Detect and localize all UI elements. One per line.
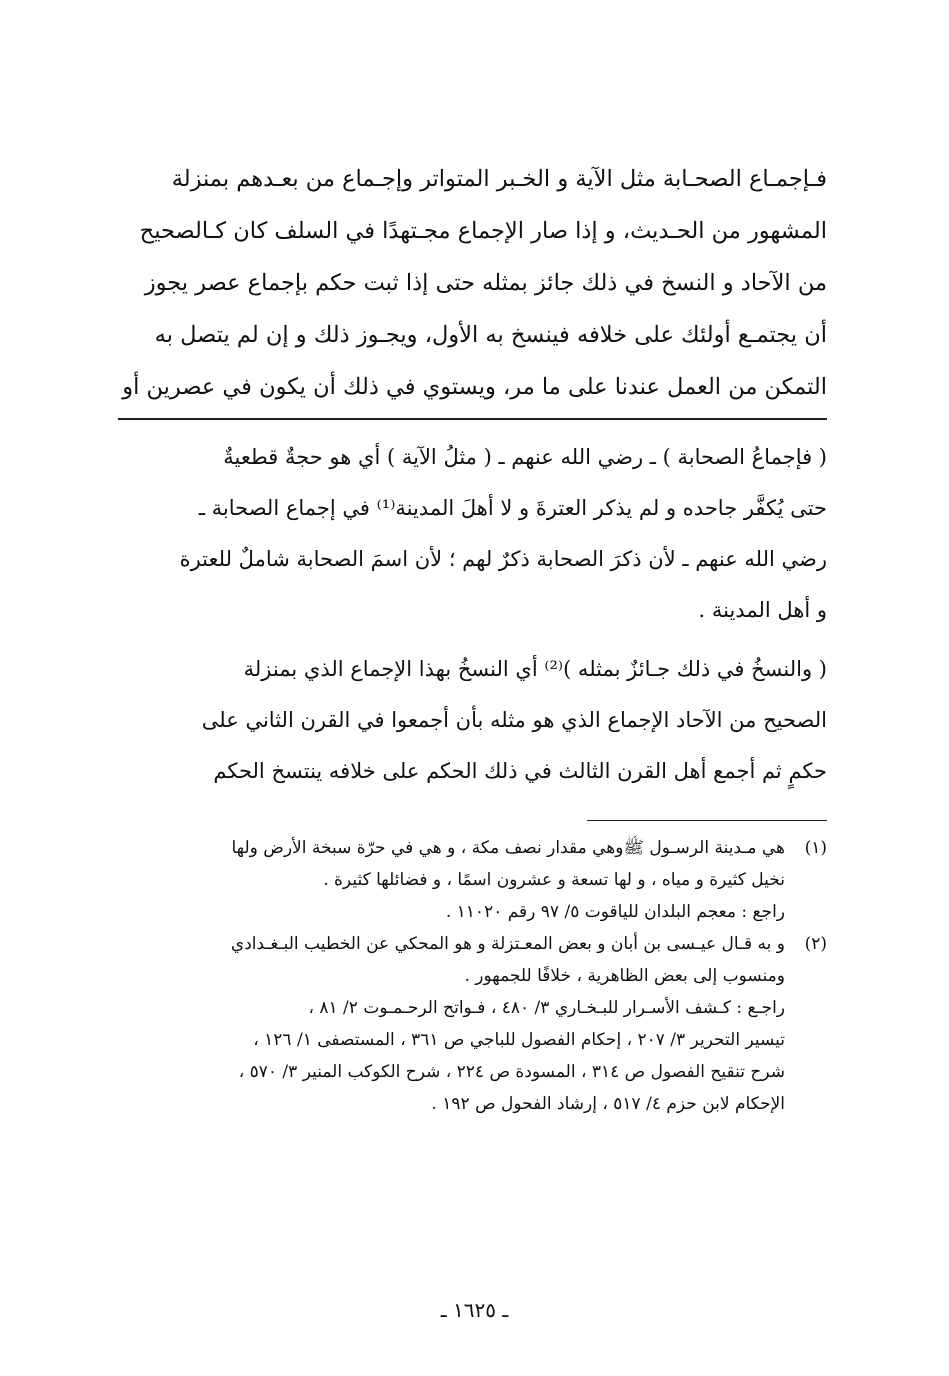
commentary-line: حكمٍ ثم أجمع أهل القرن الثالث في ذلك الحكم على خلافه ينتسخ الحكم [213, 759, 827, 783]
footnote-line: شرح تنقيح الفصول ص ٣١٤ ، المسودة ص ٢٢٤ ، شرح الكوكب المنير ٣/ ٥٧٠ ، [238, 1062, 785, 1082]
footnote-line: نخيل كثيرة و مياه ، و لها تسعة و عشرون اسمًا ، و فضائلها كثيرة . [323, 870, 785, 890]
commentary-line: ( فإجماعُ الصحابة ) ـ رضي الله عنهم ـ ( مثلُ الآية ) أي هو حجةٌ قطعيةٌ [223, 445, 827, 469]
commentary-paragraph [118, 644, 827, 797]
footnote-number: (٢) [804, 934, 827, 954]
footnote-line: و به قـال عيـسى بن أبان و بعض المعـتزلة و هو المحكي عن الخطيب البـغـدادي [230, 934, 785, 954]
commentary-line: رضي الله عنهم ـ لأن ذكرَ الصحابة ذكرٌ لهم ؛ لأن اسمَ الصحابة شاملٌ للعترة [179, 547, 827, 571]
commentary-line: و أهل المدينة . [698, 598, 827, 622]
commentary-paragraph [118, 432, 827, 636]
footnote-line: راجـع : كـشف الأسـرار للبـخـاري ٣/ ٤٨٠ ، فـواتح الرحـمـوت ٢/ ٨١ ، [308, 998, 785, 1018]
footnote-line: راجع : معجم البلدان للياقوت ٥/ ٩٧ رقم ١١٠٢٠ . [445, 902, 785, 922]
main-text-divider [118, 418, 827, 420]
footnote-line: هي مـدينة الرسـول ﷺوهي مقدار نصف مكة ، و هي في حرّة سبخة الأرض ولها [231, 838, 785, 858]
footnote-line: تيسير التحرير ٣/ ٢٠٧ ، إحكام الفصول للباجي ص ٣٦١ ، المستصفى ١/ ١٢٦ ، [253, 1030, 785, 1050]
main-text-block [118, 153, 827, 413]
main-text-line: المشهور من الحـديث، و إذا صار الإجماع مجـتهدًا في السلف كان كـالصحيح [139, 218, 827, 244]
footnote-divider [587, 820, 827, 821]
main-text-line: التمكن من العمل عندنا على ما مر، ويستوي في ذلك أن يكون في عصرين أو [122, 374, 827, 400]
footnote [118, 928, 827, 1120]
footnotes-block [118, 832, 827, 1120]
page-number: ـ ١٦٢٥ ـ [440, 1298, 509, 1322]
commentary-line: ( والنسخُ في ذلك جـائزٌ بمثله )⁽²⁾ أي النسخُ بهذا الإجماع الذي بمنزلة [243, 657, 827, 681]
footnote-number: (١) [804, 838, 827, 858]
footnote-line: ومنسوب إلى بعض الظاهرية ، خلافًا للجمهور . [464, 966, 785, 986]
commentary-line: حتى يُكفَّر جاحده و لم يذكر العترةَ و لا أهلَ المدينة⁽¹⁾ في إجماع الصحابة ـ [198, 496, 827, 520]
main-text-line: فـإجمـاع الصحـابة مثل الآية و الخـبر المتواتر وإجـماع من بعـدهم بمنزلة [171, 166, 827, 192]
commentary-block [118, 432, 827, 805]
main-text-line: أن يجتمـع أولئك على خلافه فينسخ به الأول، ويجـوز ذلك و إن لم يتصل به [154, 322, 827, 348]
footnote [118, 832, 827, 928]
main-text-line: من الآحاد و النسخ في ذلك جائز بمثله حتى إذا ثبت حكم بإجماع عصر يجوز [144, 270, 827, 296]
commentary-line: الصحيح من الآحاد الإجماع الذي هو مثله بأن أجمعوا في القرن الثاني على [201, 708, 827, 732]
footnote-line: الإحكام لابن حزم ٤/ ٥١٧ ، إرشاد الفحول ص ١٩٢ . [431, 1094, 785, 1114]
